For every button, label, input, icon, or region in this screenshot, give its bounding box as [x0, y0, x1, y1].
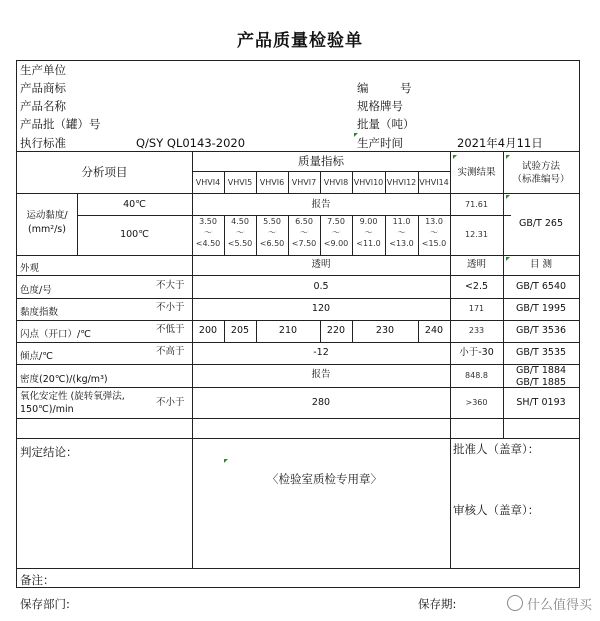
grid-line [192, 151, 193, 568]
range-high: <4.50 [195, 239, 221, 248]
viscosity-40-result: 71.61 [465, 200, 488, 209]
color-method: GB/T 6540 [515, 281, 567, 292]
oxidation-result: >360 [465, 398, 488, 407]
viscosity-100-result: 12.31 [465, 230, 488, 239]
flash-result: 233 [468, 326, 485, 335]
appearance-result: 透明 [466, 259, 486, 270]
flash-spec: 240 [424, 325, 444, 336]
range-high: <11.0 [356, 239, 381, 248]
vi-spec: 120 [311, 303, 331, 314]
page-title: 产品质量检验单 [237, 31, 363, 51]
grade-header: VHVI5 [227, 178, 253, 187]
range-low: 13.0 [425, 217, 443, 226]
col-quality-index: 质量指标 [298, 154, 344, 168]
appearance-method: 目 测 [529, 259, 553, 270]
pour-spec: -12 [313, 347, 329, 358]
grid-line [77, 215, 511, 216]
oxidation-label: 氧化安定性 (旋转氧弹法, [20, 391, 125, 402]
density-method: GB/T 1884 [515, 365, 567, 376]
grid-line [17, 320, 579, 321]
spec-label: 规格牌号 [357, 99, 403, 113]
vi-result: 171 [468, 304, 485, 313]
flash-method: GB/T 3536 [515, 325, 567, 336]
prod-time-value: 2021年4月11日 [457, 136, 543, 150]
grid-line [17, 418, 579, 419]
temp-100: 100℃ [120, 229, 149, 240]
grid-line [17, 364, 579, 365]
appearance-spec: 透明 [311, 259, 331, 270]
grid-line [17, 151, 579, 152]
grid-line [17, 193, 579, 194]
qty-label: 批量（吨） [357, 117, 415, 131]
flash-spec: 205 [230, 325, 250, 336]
pour-method: GB/T 3535 [515, 347, 567, 358]
range-sep: ～ [364, 228, 373, 237]
range-low: 9.00 [359, 217, 378, 226]
watermark [507, 594, 592, 613]
range-sep: ～ [430, 228, 438, 237]
flash-condition: 不低于 [156, 324, 185, 335]
grade-header: VHVI10 [353, 178, 384, 187]
oxidation-method: SH/T 0193 [516, 397, 566, 408]
grade-header: VHVI6 [259, 178, 285, 187]
grid-line [503, 151, 504, 438]
grid-line [17, 438, 579, 439]
appearance-label: 外观 [20, 263, 40, 274]
range-sep: ～ [300, 228, 308, 237]
standard-label: 执行标准 [20, 136, 66, 150]
density-spec: 报告 [311, 369, 331, 380]
flash-label: 闪点（开口）/℃ [20, 329, 91, 340]
range-sep: ～ [236, 228, 244, 237]
grid-line [17, 298, 579, 299]
unit-label: 生产单位 [20, 63, 66, 77]
range-low: 4.50 [231, 217, 249, 226]
grade-header: VHVI4 [195, 178, 221, 187]
brand-label: 产品商标 [20, 81, 66, 95]
range-sep: ～ [204, 228, 212, 237]
range-low: 6.50 [295, 217, 313, 226]
conclusion-label: 判定结论： [20, 445, 78, 459]
grid-line [450, 151, 451, 568]
grade-header: VHVI14 [419, 178, 449, 187]
inspection-form [16, 60, 580, 588]
range-sep: ～ [268, 228, 276, 237]
range-low: 7.50 [327, 217, 345, 226]
density-method-2: GB/T 1885 [515, 377, 567, 388]
color-label: 色度/号 [20, 285, 52, 296]
flash-spec: 220 [326, 325, 346, 336]
grid-line [17, 568, 579, 569]
flash-spec: 200 [198, 325, 218, 336]
prod-time-label: 生产时间 [357, 136, 403, 150]
viscosity-method: GB/T 265 [518, 218, 564, 229]
range-low: 11.0 [392, 217, 411, 226]
flash-spec: 230 [375, 325, 395, 336]
col-method-sub: （标准编号） [512, 174, 570, 185]
viscosity-unit: (mm²/s) [28, 224, 66, 235]
cell-comment-marker [506, 257, 510, 261]
range-high: <15.0 [421, 239, 447, 248]
flash-spec: 210 [278, 325, 298, 336]
vi-label: 黏度指数 [20, 307, 59, 318]
inspection-stamp: 〈检验室质检专用章〉 [267, 472, 382, 486]
grid-line [17, 342, 579, 343]
reviewer-label: 审核人（盖章）： [453, 503, 540, 517]
pour-label: 倾点/℃ [20, 351, 53, 362]
pour-result: 小于-30 [459, 347, 494, 358]
range-high: <6.50 [259, 239, 285, 248]
watermark-logo-icon [507, 595, 523, 611]
temp-40: 40℃ [123, 199, 146, 210]
density-label: 密度(20℃)/(kg/m³) [20, 374, 108, 385]
viscosity-label: 运动黏度/ [26, 210, 68, 221]
range-sep: ～ [397, 228, 406, 237]
color-condition: 不大于 [156, 280, 185, 291]
batch-label: 产品批（罐）号 [20, 117, 101, 131]
footer-date: 保存期: [418, 597, 457, 611]
grid-line [17, 275, 579, 276]
grade-header: VHVI12 [386, 178, 417, 187]
vi-condition: 不小于 [156, 302, 185, 313]
cell-comment-marker [506, 195, 510, 199]
grid-line [17, 387, 579, 388]
remark-label: 备注： [20, 573, 55, 587]
color-result: <2.5 [464, 281, 489, 292]
color-spec: 0.5 [313, 281, 329, 292]
range-sep: ～ [332, 228, 340, 237]
grid-line [192, 171, 450, 172]
grade-header: VHVI7 [291, 178, 317, 187]
watermark-text: 什么值得买 [526, 598, 592, 613]
cell-comment-marker [506, 155, 510, 159]
col-method: 试验方法 [521, 161, 560, 172]
density-result: 848.8 [465, 371, 488, 380]
name-label: 产品名称 [20, 99, 66, 113]
range-low: 5.50 [263, 217, 281, 226]
col-analysis-item: 分析项目 [81, 165, 128, 179]
oxidation-label-2: 150℃)/min [20, 404, 74, 415]
grade-header: VHVI8 [323, 178, 349, 187]
range-low: 3.50 [199, 217, 217, 226]
standard-value: Q/SY QL0143-2020 [136, 136, 246, 150]
oxidation-spec: 280 [311, 397, 331, 408]
grid-line [17, 255, 579, 256]
cell-comment-marker [224, 459, 228, 463]
range-high: <7.50 [291, 239, 317, 248]
oxidation-condition: 不小于 [156, 397, 185, 408]
footer-dept: 保存部门: [20, 597, 70, 611]
cell-comment-marker [354, 133, 358, 137]
vi-method: GB/T 1995 [515, 303, 567, 314]
range-high: <13.0 [389, 239, 414, 248]
col-measured: 实测结果 [457, 167, 496, 178]
range-high: <5.50 [227, 239, 253, 248]
cell-comment-marker [453, 155, 457, 159]
approver-label: 批准人（盖章）： [453, 442, 540, 456]
code-label: 编 号 [357, 81, 426, 95]
range-high: <9.00 [323, 239, 349, 248]
pour-condition: 不高于 [156, 346, 185, 357]
viscosity-40-spec: 报告 [311, 199, 331, 210]
